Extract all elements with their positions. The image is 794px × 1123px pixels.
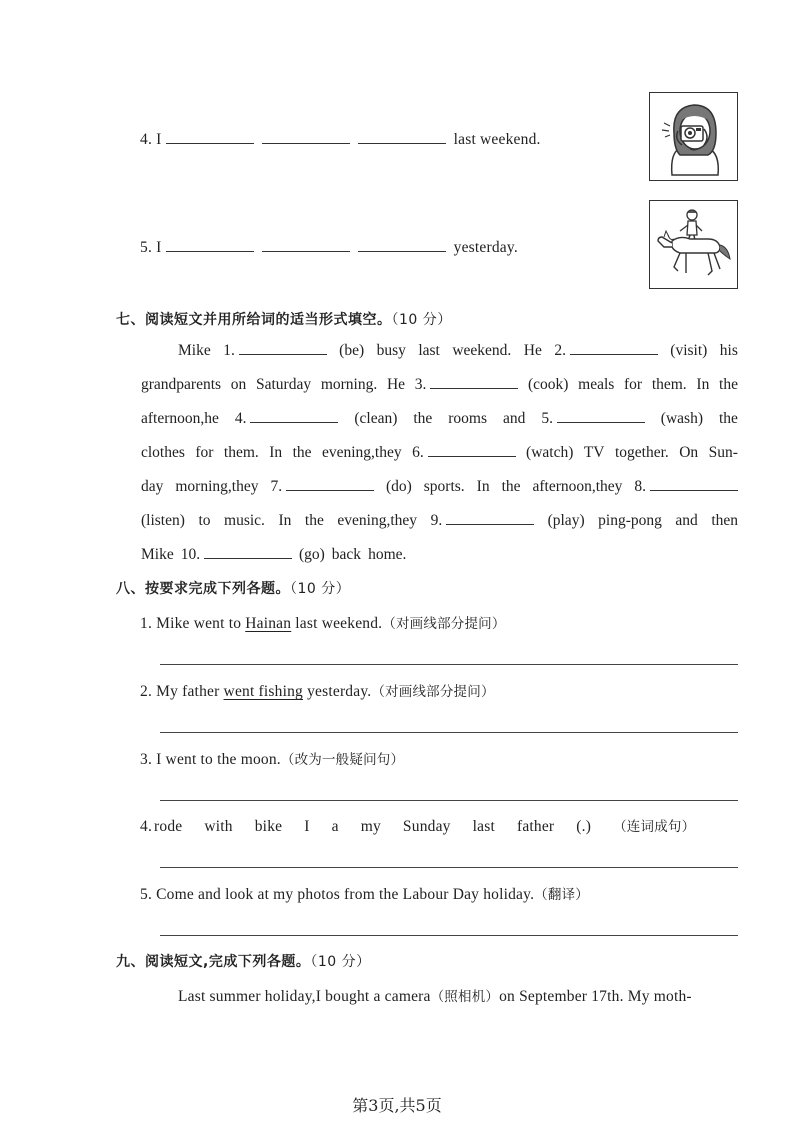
word: for [195, 444, 214, 461]
q4-start: I [156, 131, 162, 148]
word: evening,they [321, 444, 402, 461]
answer-blank[interactable] [262, 236, 350, 252]
blank-item [181, 538, 292, 572]
word: In [476, 478, 490, 495]
answer-blank[interactable] [286, 475, 374, 491]
word: on [230, 376, 247, 393]
word: together. [614, 444, 669, 461]
blank-item [415, 368, 519, 402]
answer-blank[interactable] [557, 407, 645, 423]
section7-heading [116, 309, 452, 329]
passage-line [141, 470, 738, 504]
word: On [679, 444, 699, 461]
blank-number: 7. [270, 478, 283, 495]
word: Sun- [708, 444, 738, 461]
answer-blank[interactable] [570, 339, 658, 355]
answer-blank[interactable] [650, 475, 738, 491]
q-number: 1. [140, 615, 153, 632]
q-instruction: （对画线部分提问） [371, 684, 495, 700]
word: rooms [448, 410, 487, 427]
horse-rider-icon [650, 201, 737, 288]
q-text: Mike went to [156, 615, 242, 632]
scrambled-word: bike [254, 818, 283, 835]
blank-item [541, 402, 645, 436]
word: evening,they [337, 512, 418, 529]
passage-gloss: （照相机） [430, 989, 500, 1005]
girl-camera-picture [649, 92, 738, 181]
blank-item [412, 436, 516, 470]
word: weekend. [452, 342, 512, 359]
hint-word: (clean) [354, 410, 398, 427]
blank-number: 5. [541, 410, 553, 427]
blank-item [235, 402, 339, 436]
underlined-text: Hainan [245, 615, 292, 632]
word: the [719, 376, 738, 393]
q-number: 4. [140, 818, 153, 835]
word: meals [578, 376, 615, 393]
answer-blank[interactable] [166, 236, 254, 252]
blank-number: 6. [412, 444, 424, 461]
section8-heading [116, 578, 350, 598]
word: them. [223, 444, 259, 461]
answer-blank[interactable] [446, 509, 534, 525]
word: grandparents [141, 376, 222, 393]
q-text: last weekend. [295, 615, 383, 632]
answer-blank[interactable] [430, 373, 518, 389]
answer-line[interactable] [160, 732, 738, 733]
hint-word: (play) [547, 512, 585, 529]
section8-points: （10 分） [290, 581, 351, 597]
word: last [418, 342, 440, 359]
passage-line [178, 334, 738, 368]
answer-blank[interactable] [204, 543, 292, 559]
blank-number: 8. [634, 478, 647, 495]
word: morning,they [175, 478, 259, 495]
word: He [523, 342, 542, 359]
word: music. [224, 512, 265, 529]
word: In [696, 376, 710, 393]
word: then [711, 512, 738, 529]
hint-word: (wash) [660, 410, 703, 427]
q-text: My father [156, 683, 220, 700]
blank-number: 2. [554, 342, 566, 359]
scrambled-word: with [204, 818, 233, 835]
blank-number: 3. [414, 376, 427, 393]
underlined-text: went fishing [223, 683, 304, 700]
word: the [718, 410, 738, 427]
answer-line[interactable] [160, 800, 738, 801]
section9-heading [116, 951, 371, 971]
q5-number: 5. [140, 239, 153, 256]
blank-item [431, 504, 535, 538]
section8-q5 [140, 883, 589, 904]
boy-horse-picture [649, 200, 738, 289]
passage-line [141, 368, 738, 402]
blank-number: 4. [234, 410, 247, 427]
word: busy [376, 342, 406, 359]
section9-points: （10 分） [310, 954, 371, 970]
answer-blank[interactable] [358, 236, 446, 252]
word: ping-pong [598, 512, 662, 529]
camera-girl-icon [650, 93, 737, 180]
word: the [304, 512, 324, 529]
q-instruction: （连词成句） [613, 819, 696, 835]
scrambled-word: Sunday [402, 818, 451, 835]
word: Saturday [256, 376, 312, 393]
word: to [198, 512, 211, 529]
q-text: yesterday. [307, 683, 372, 700]
hint-word: (watch) [526, 444, 574, 461]
word: day [141, 478, 164, 495]
word: Mike [178, 342, 211, 359]
scrambled-word: a [331, 818, 339, 835]
blank-number: 9. [430, 512, 443, 529]
writing-q5 [140, 236, 518, 257]
scrambled-word: father [516, 818, 555, 835]
blank-item [634, 470, 738, 504]
q5-end: yesterday. [453, 239, 518, 256]
word: TV [583, 444, 605, 461]
word: morning. [320, 376, 378, 393]
section8-title: 八、按要求完成下列各题。 [116, 581, 290, 597]
word: the [413, 410, 433, 427]
hint-word: (be) [339, 342, 365, 359]
hint-word: (do) [385, 478, 412, 495]
passage-text: Last summer holiday,I bought a camera [178, 988, 431, 1005]
passage-text: on September 17th. My moth- [499, 988, 692, 1005]
q4-end: last weekend. [453, 131, 541, 148]
hint-word: (go) [298, 546, 325, 563]
scrambled-word: (.) [576, 818, 592, 835]
section9-passage-line [178, 985, 692, 1006]
section8-q1 [140, 612, 506, 633]
q-instruction: （对画线部分提问） [382, 616, 506, 632]
word: In [269, 444, 283, 461]
word: afternoon,he [141, 410, 219, 427]
q-text: Come and look at my photos from the Labour Day holiday. [156, 886, 535, 903]
passage-line [141, 436, 738, 470]
page-footer [0, 1093, 794, 1116]
scrambled-word: last [472, 818, 495, 835]
word: home. [368, 546, 407, 563]
hint-word: (listen) [141, 512, 185, 529]
blank-number: 10. [180, 546, 201, 563]
blank-item [554, 334, 658, 368]
answer-blank[interactable] [250, 407, 338, 423]
hint-word: (visit) [670, 342, 708, 359]
q4-number: 4. [140, 131, 153, 148]
passage-line [141, 402, 738, 436]
answer-blank[interactable] [358, 128, 446, 144]
answer-line[interactable] [160, 867, 738, 868]
word: for [624, 376, 643, 393]
blank-item [223, 334, 327, 368]
q5-start: I [156, 239, 162, 256]
section8-q4 [140, 815, 717, 836]
answer-blank[interactable] [239, 339, 327, 355]
word: and [502, 410, 526, 427]
q-number: 2. [140, 683, 153, 700]
answer-line[interactable] [160, 664, 738, 665]
word: his [719, 342, 738, 359]
answer-blank[interactable] [166, 128, 254, 144]
word: Mike [141, 546, 174, 563]
q-text: I went to the moon. [156, 751, 281, 768]
answer-blank[interactable] [428, 441, 516, 457]
word: and [675, 512, 698, 529]
answer-line[interactable] [160, 935, 738, 936]
word: the [501, 478, 521, 495]
page-number: 第3页,共5页 [352, 1096, 442, 1115]
q-number: 5. [140, 886, 153, 903]
blank-number: 1. [223, 342, 235, 359]
section7-points: （10 分） [391, 312, 452, 328]
word: them. [651, 376, 687, 393]
word: afternoon,they [532, 478, 623, 495]
scrambled-word: I [304, 818, 310, 835]
q-instruction: （改为一般疑问句） [280, 752, 405, 768]
section9-title: 九、阅读短文,完成下列各题。 [116, 954, 311, 970]
word: clothes [141, 444, 185, 461]
blank-item [270, 470, 374, 504]
word: In [278, 512, 292, 529]
writing-q4 [140, 128, 541, 149]
section7-title: 七、阅读短文并用所给词的适当形式填空。 [116, 312, 392, 328]
section8-q2 [140, 680, 495, 701]
word: He [386, 376, 406, 393]
answer-blank[interactable] [262, 128, 350, 144]
passage-line [141, 504, 738, 538]
scrambled-word: rode [154, 818, 183, 835]
hint-word: (cook) [527, 376, 569, 393]
q-number: 3. [140, 751, 153, 768]
word: back [331, 546, 362, 563]
section8-q3 [140, 748, 404, 769]
scrambled-word: my [360, 818, 381, 835]
q-instruction: （翻译） [534, 887, 589, 903]
word: sports. [423, 478, 465, 495]
passage-line [141, 538, 738, 572]
word: the [292, 444, 312, 461]
